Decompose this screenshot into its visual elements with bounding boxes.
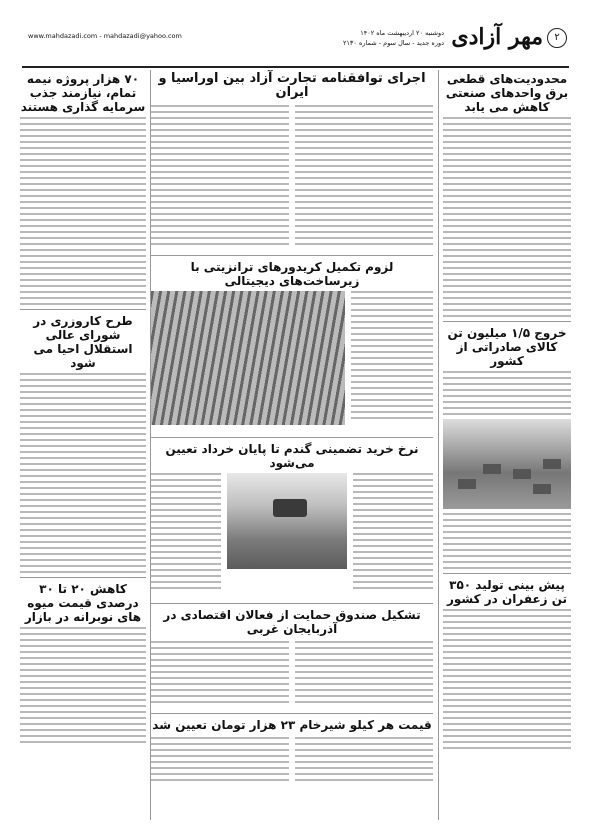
headline-eurasia-trade: اجرای توافقنامه تجارت آزاد بین اوراسیا و ایران [158, 71, 426, 100]
column-rule [438, 70, 439, 820]
headline-karvarzi-plan: طرح کاروزری در شورای عالی استقلال احیا می شود [33, 314, 133, 370]
center-column [151, 70, 433, 820]
headline-support-fund: تشکیل صندوق حمایت از فعالان اقتصادی در آذربایجان غربی [163, 608, 421, 636]
headline-exports: خروج ۱/۵ میلیون تن کالای صادراتی از کشور [447, 326, 567, 368]
issue-number: دوره جدید - سال سوم - شماره ۲۱۳۰ [342, 39, 444, 47]
divider [20, 309, 146, 310]
divider [443, 321, 571, 322]
article-body [443, 117, 571, 317]
article-body [20, 117, 146, 305]
issue-date: دوشنبه ۲۰ اردیبهشت ماه ۱۴۰۲ [360, 29, 444, 37]
headline-wheat-price: نرخ خرید تضمینی گندم تا پایان خرداد تعیین می‌شود [165, 442, 419, 470]
divider [151, 603, 433, 604]
headline-power-cuts: محدودیت‌های قطعی برق واحدهای صنعتی کاهش می یابد [445, 72, 569, 114]
article-body [151, 473, 221, 599]
article-body [443, 609, 571, 749]
headline-raw-milk-price: قیمت هر کیلو شیرخام ۲۳ هزار تومان تعیین شد [152, 718, 432, 732]
headline-transit-corridors: لزوم تکمیل کریدورهای ترانزیتی با زیرساخت‌های دیجیتالی [190, 260, 394, 288]
masthead [22, 18, 569, 68]
article-body [151, 735, 433, 787]
divider [151, 713, 433, 714]
divider [443, 573, 571, 574]
article-body [443, 513, 571, 569]
article-body [353, 473, 433, 599]
headline-saffron: پیش بینی تولید ۳۵۰ تن زعفران در کشور [446, 578, 568, 606]
wheat-harvest-photo [227, 473, 347, 569]
headline-unfinished-projects: ۷۰ هزار پروژه نیمه تمام، نیازمند جذب سرمایه گذاری هستند [20, 72, 146, 114]
page-number: ۲ [547, 28, 567, 48]
article-body [20, 373, 146, 573]
divider [151, 437, 433, 438]
left-column [20, 70, 146, 820]
right-column [443, 70, 571, 820]
issue-info [343, 28, 444, 48]
newspaper-logo: مهر آزادی [451, 24, 543, 50]
article-body [20, 627, 146, 743]
railway-workers-photo [151, 291, 345, 425]
article-body [443, 371, 571, 415]
article-body [351, 291, 433, 433]
article-body [151, 639, 433, 709]
headline-fruit-prices: کاهش ۲۰ تا ۳۰ درصدی قیمت میوه های نوبرانه در بازار [24, 582, 142, 624]
article-body [151, 103, 433, 251]
trucks-photo [443, 419, 571, 509]
website: www.mahdazadi.com - mahdazadi@yahoo.com [28, 32, 182, 40]
divider [151, 255, 433, 256]
divider [20, 577, 146, 578]
